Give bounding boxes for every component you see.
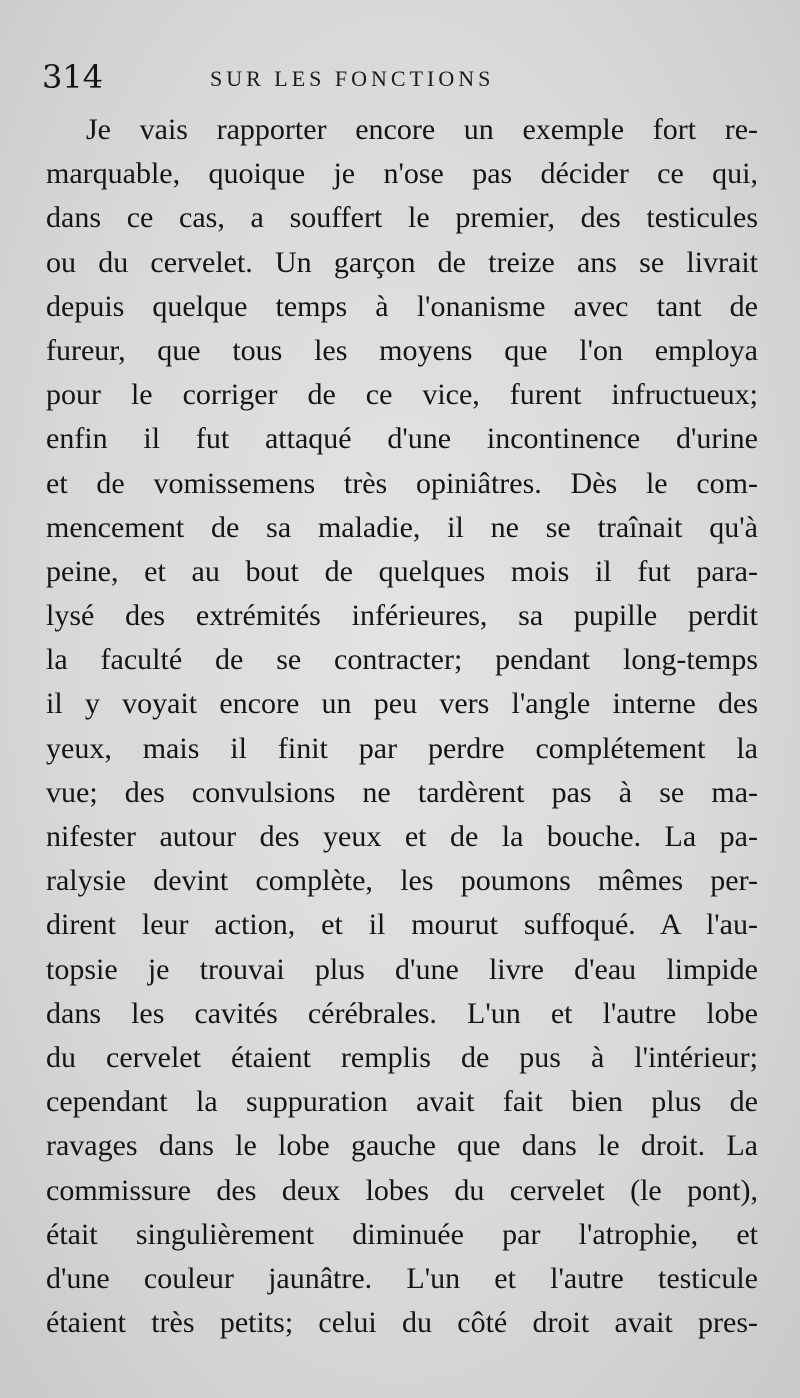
page-header xyxy=(42,58,762,102)
text-line: et de vomissemens très opiniâtres. Dès le com- xyxy=(46,466,758,500)
text-line: mencement de sa maladie, il ne se traînait qu'à xyxy=(46,510,758,544)
text-line: Je vais rapporter encore un exemple fort re- xyxy=(86,113,758,146)
text-line: d'une couleur jaunâtre. L'un et l'autre testicule xyxy=(46,1261,758,1295)
text-line: dirent leur action, et il mourut suffoqué. A l'au- xyxy=(46,908,758,942)
text-line: topsie je trouvai plus d'une livre d'eau limpide xyxy=(46,952,758,986)
page-number: 314 xyxy=(42,58,104,96)
text-line: était singulièrement diminuée par l'atrophie, et xyxy=(46,1217,758,1251)
text-line: ravages dans le lobe gauche que dans le droit. La xyxy=(46,1129,758,1163)
text-line: cependant la suppuration avait fait bien plus de xyxy=(46,1085,758,1119)
text-line: ou du cervelet. Un garçon de treize ans se livrait xyxy=(46,245,758,279)
text-line: fureur, que tous les moyens que l'on employa xyxy=(46,333,758,367)
text-line: depuis quelque temps à l'onanisme avec tant de xyxy=(46,289,758,323)
text-line: il y voyait encore un peu vers l'angle interne des xyxy=(46,687,758,721)
text-line: nifester autour des yeux et de la bouche. La pa- xyxy=(46,820,758,853)
running-head: SUR LES FONCTIONS xyxy=(210,66,495,91)
text-line: lysé des extrémités inférieures, sa pupille perdit xyxy=(46,599,758,633)
text-line: marquable, quoique je n'ose pas décider ce qui, xyxy=(46,157,758,191)
text-line: la faculté de se contracter; pendant long-temps xyxy=(46,643,758,677)
text-line: étaient très petits; celui du côté droit avait pres- xyxy=(46,1306,758,1340)
text-line: pour le corriger de ce vice, furent infructueux; xyxy=(46,378,758,412)
text-line: enfin il fut attaqué d'une incontinence d'urine xyxy=(46,422,758,456)
text-line: commissure des deux lobes du cervelet (le pont), xyxy=(46,1173,758,1207)
text-line: dans les cavités cérébrales. L'un et l'autre lobe xyxy=(46,996,758,1030)
text-line: yeux, mais il finit par perdre complétement la xyxy=(46,731,758,765)
text-line: dans ce cas, a souffert le premier, des testicules xyxy=(46,201,758,235)
text-line: vue; des convulsions ne tardèrent pas à se ma- xyxy=(46,775,758,809)
text-line: du cervelet étaient remplis de pus à l'intérieur; xyxy=(46,1040,758,1074)
text-line: ralysie devint complète, les poumons mêmes per- xyxy=(46,864,758,898)
text-line: peine, et au bout de quelques mois il fut para- xyxy=(46,554,758,588)
body-paragraph xyxy=(46,108,758,1345)
